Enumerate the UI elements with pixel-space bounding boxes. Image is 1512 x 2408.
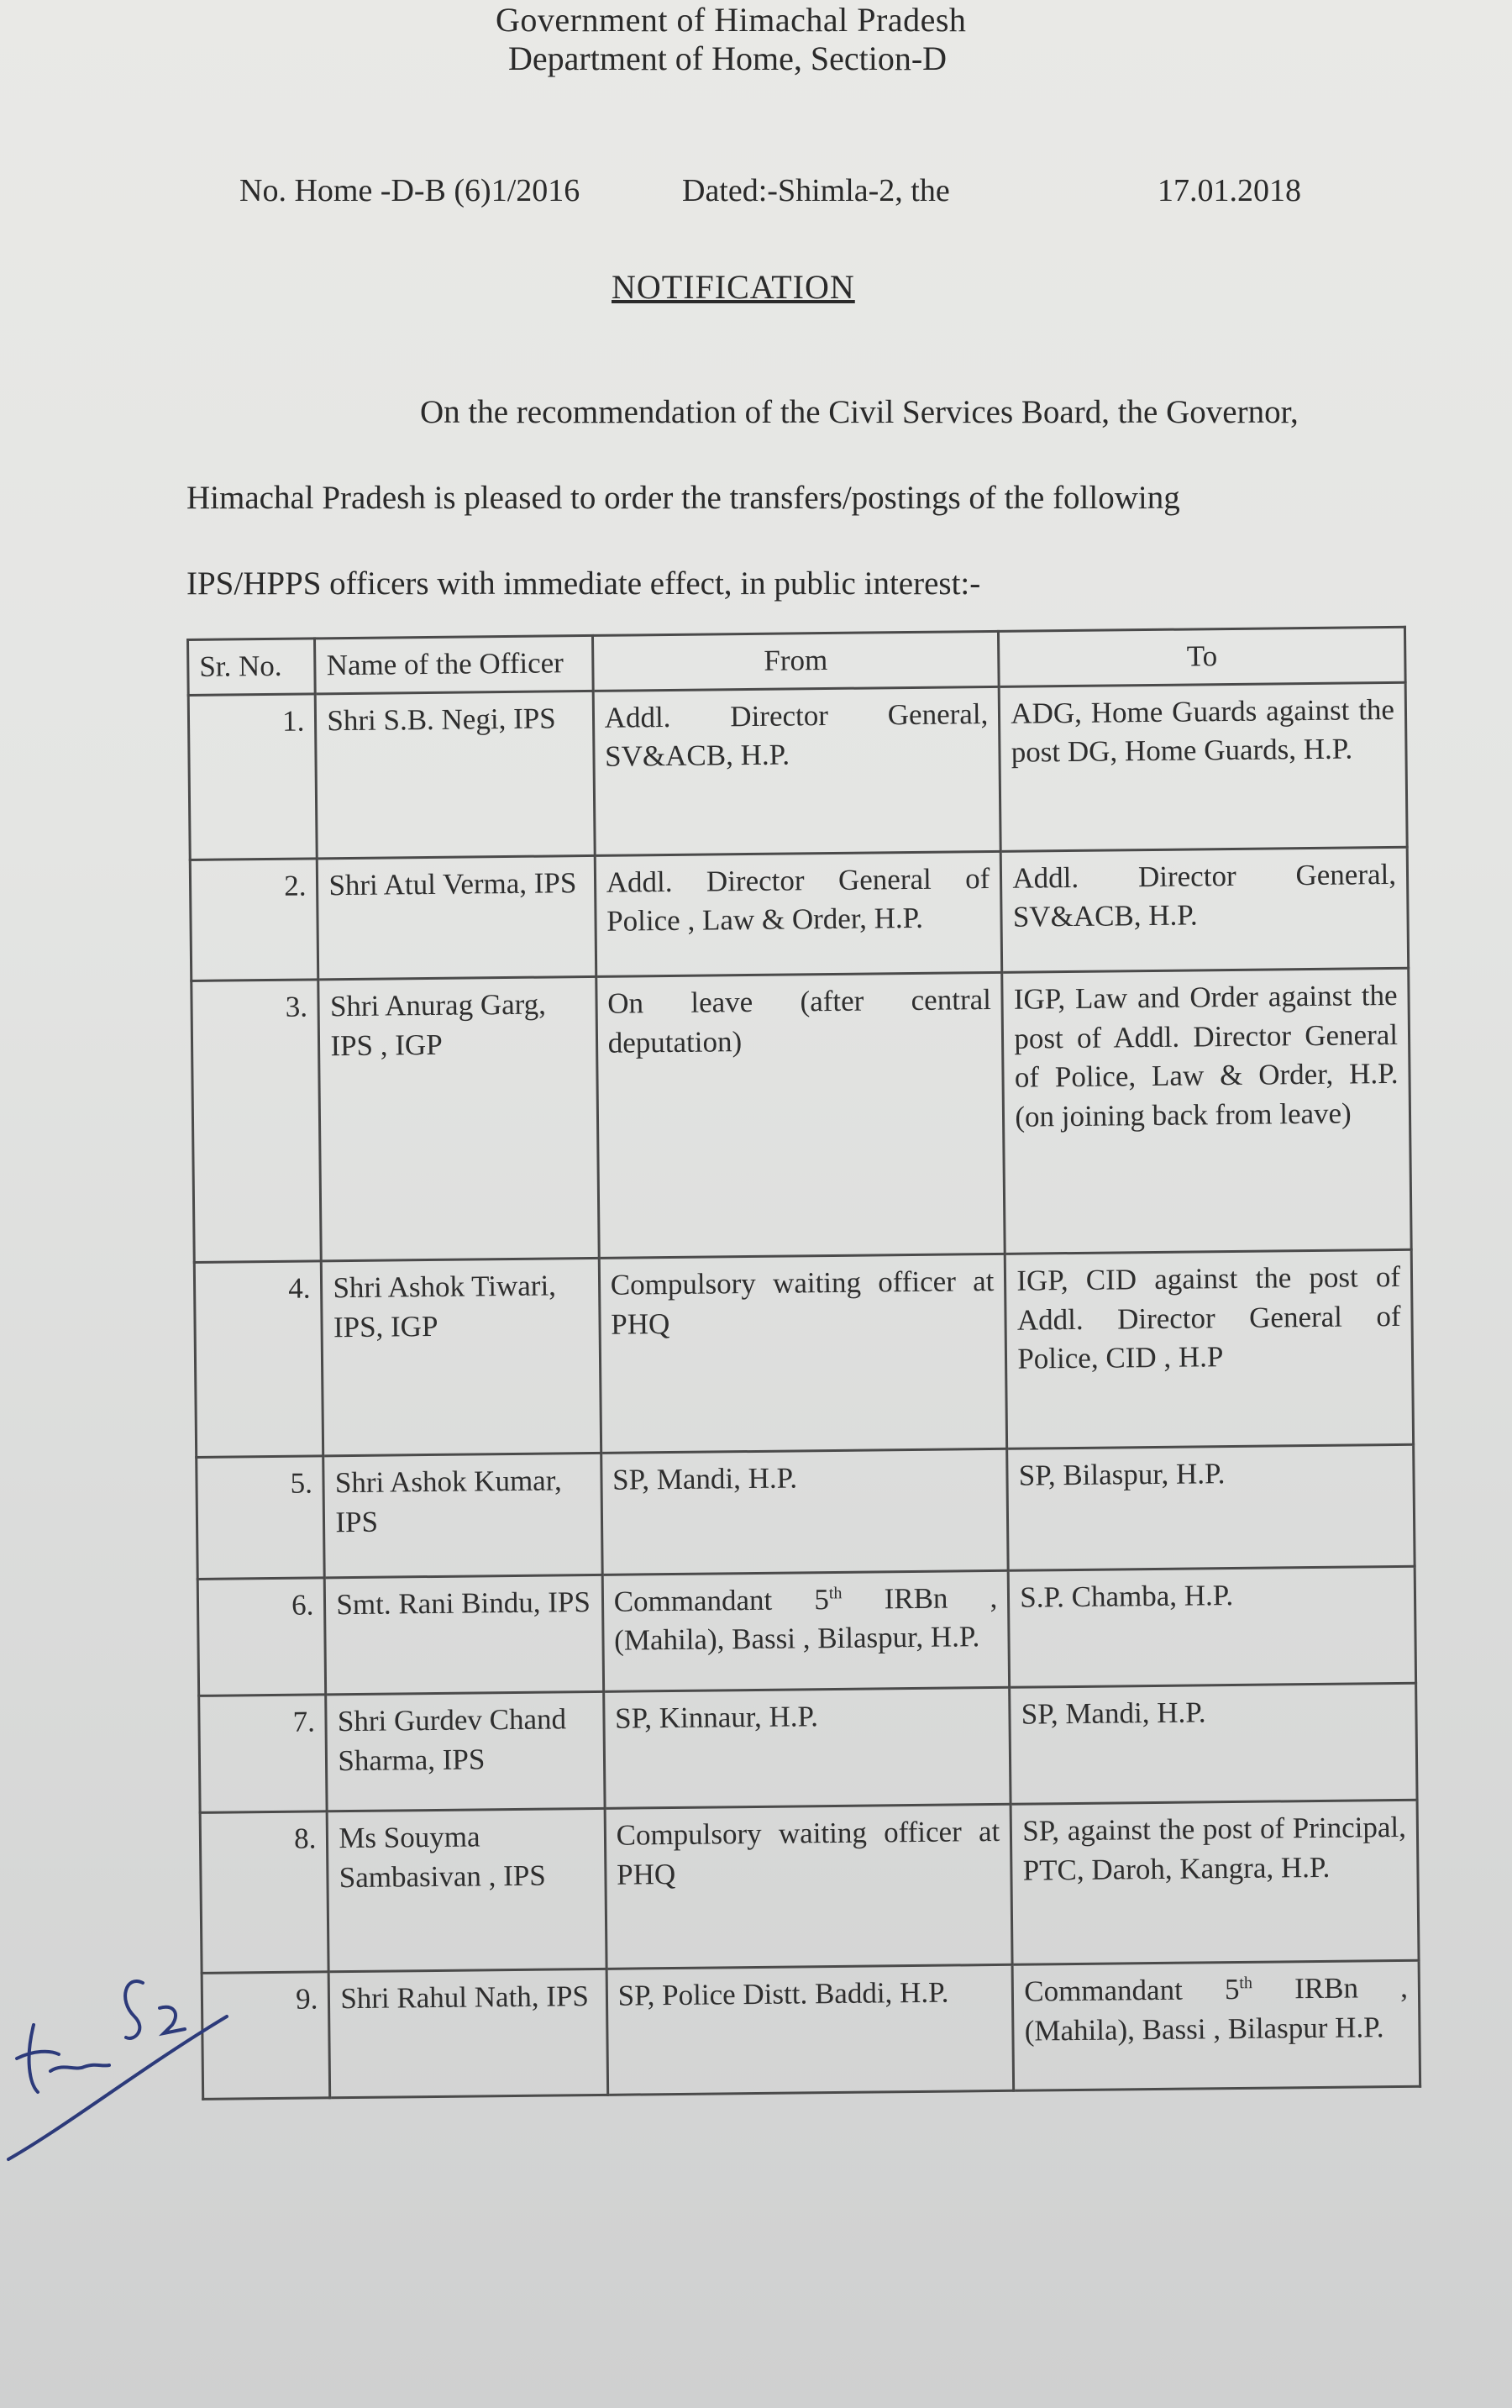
reference-date: 17.01.2018 (1158, 173, 1301, 208)
row-officer-name: Shri Anurag Garg, IPS , IGP (318, 976, 599, 1261)
row-from: Compulsory waiting officer at PHQ (599, 1254, 1007, 1454)
header-officer-name: Name of the Officer (315, 635, 593, 693)
body-line-1: On the recommendation of the Civil Services Board, the Governor, (420, 394, 1299, 430)
row-from: Addl. Director General, SV&ACB, H.P. (593, 686, 1001, 855)
row-from: Commandant 5th IRBn , (Mahila), Bassi , Bilaspur, H.P. (602, 1570, 1010, 1691)
row-sr: 7. (199, 1695, 328, 1813)
row-officer-name: Shri Atul Verma, IPS (318, 855, 596, 980)
handwritten-signature (0, 1924, 252, 2176)
row-to: IGP, CID against the post of Addl. Director General of Police, CID , H.P (1005, 1250, 1414, 1449)
row-from: SP, Kinnaur, H.P. (603, 1687, 1011, 1808)
row-to: Addl. Director General, SV&ACB, H.P. (1001, 847, 1409, 972)
row-from: Compulsory waiting officer at PHQ (605, 1805, 1013, 1969)
body-line-3: IPS/HPPS officers with immediate effect, in public interest:- (186, 565, 981, 602)
department-heading: Department of Home, Section-D (508, 39, 948, 77)
row-sr: 3. (192, 980, 322, 1263)
row-from: SP, Mandi, H.P. (601, 1449, 1008, 1575)
body-line-2: Himachal Pradesh is pleased to order the transfers/postings of the following (186, 480, 1180, 516)
row-to: S.P. Chamba, H.P. (1008, 1566, 1415, 1687)
header-from: From (592, 631, 999, 691)
row-officer-name: Shri Ashok Kumar, IPS (323, 1454, 602, 1578)
row-from: On leave (after central deputation) (596, 972, 1005, 1258)
row-from: Addl. Director General of Police , Law & Order, H.P. (595, 851, 1002, 976)
row-officer-name: Shri Ashok Tiwari, IPS, IGP (322, 1259, 601, 1457)
row-officer-name: Ms Souyma Sambasivan , IPS (327, 1809, 606, 1972)
row-sr: 9. (202, 1972, 330, 2099)
table-row (200, 1801, 1419, 1974)
row-officer-name: Shri Rahul Nath, IPS (328, 1969, 607, 2098)
table-row (188, 682, 1407, 860)
reference-dated-label: Dated:-Shimla-2, the (682, 173, 950, 208)
row-to: SP, Bilaspur, H.P. (1007, 1445, 1415, 1570)
reference-number: No. Home -D-B (6)1/2016 (239, 173, 580, 208)
row-officer-name: Shri S.B. Negi, IPS (316, 691, 595, 858)
row-to: SP, Mandi, H.P. (1010, 1683, 1417, 1804)
header-sr-no: Sr. No. (188, 639, 316, 695)
notification-title: NOTIFICATION (612, 268, 855, 306)
government-heading: Government of Himachal Pradesh (496, 1, 967, 39)
row-sr: 5. (197, 1456, 325, 1579)
row-sr: 8. (200, 1811, 328, 1973)
table-row (194, 1250, 1413, 1458)
row-sr: 4. (194, 1261, 323, 1458)
row-from: SP, Police Distt. Baddi, H.P. (606, 1965, 1014, 2095)
row-to: IGP, Law and Order against the post of Addl. Director General of Police, Law & Order, H.P. (on joining back from leave) (1002, 968, 1411, 1254)
table-row (199, 1683, 1417, 1812)
postings-table (186, 626, 1421, 2100)
row-officer-name: Shri Gurdev Chand Sharma, IPS (326, 1692, 605, 1812)
row-to: Commandant 5th IRBn , (Mahila), Bassi , Bilaspur H.P. (1012, 1961, 1420, 2091)
row-to: ADG, Home Guards against the post DG, Home Guards, H.P. (999, 682, 1407, 851)
table-row (197, 1566, 1415, 1696)
row-officer-name: Smt. Rani Bindu, IPS (325, 1575, 604, 1695)
row-sr: 1. (188, 693, 317, 860)
table-row (192, 968, 1411, 1262)
header-to: To (999, 627, 1405, 686)
row-sr: 2. (190, 858, 318, 981)
row-to: SP, against the post of Principal, PTC, Daroh, Kangra, H.P. (1011, 1801, 1419, 1965)
row-sr: 6. (197, 1578, 326, 1696)
table-row (190, 847, 1408, 981)
table-row (202, 1961, 1420, 2100)
table-row (197, 1445, 1415, 1580)
